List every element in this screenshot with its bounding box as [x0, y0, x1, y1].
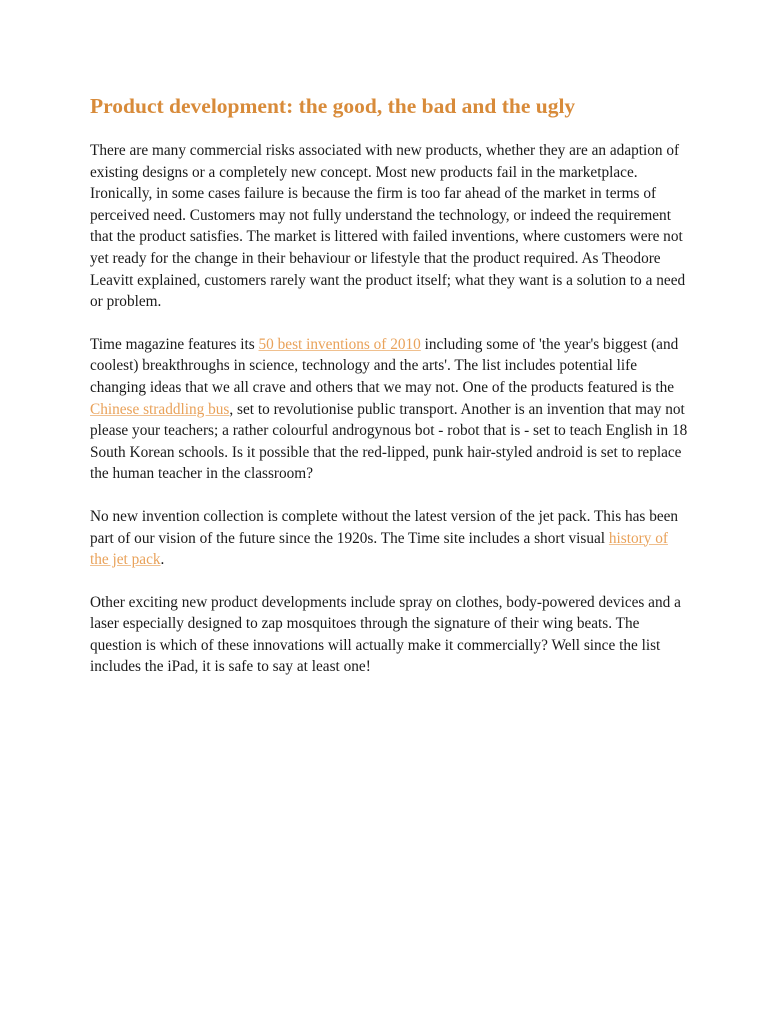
link-history-of-jet-pack[interactable]: history of the jet pack: [90, 529, 668, 569]
paragraph-text: Other exciting new product developments include spray on clothes, body-powered devices and a laser especially designed to zap mosquitoes through the signature of their wing beats. The question is which of these innovations will actually make it commercially? Well since the list includes the iPad, it is safe to say at least one!: [90, 593, 681, 676]
page-title: Product development: the good, the bad and the ugly: [90, 94, 576, 118]
paragraph-text: No new invention collection is complete without the latest version of the jet pack. This has been part of our vision of the future since the 1920s. The Time site includes a short visual: [90, 507, 679, 547]
paragraph-time-magazine: [90, 334, 690, 485]
paragraph-text: including some of 'the year's biggest (and coolest) breakthroughs in science, technology and the arts'. The list includes potential life changing ideas that we all crave and others that we may not. One of the products featured is the: [90, 335, 679, 396]
paragraph-jet-pack: [90, 506, 690, 571]
paragraph-text: , set to revolutionise public transport. Another is an invention that may not please your teachers; a rather colourful androgynous bot - robot that is - set to teach English in 18 South Korean schools. Is it possible that the red-lipped, punk hair-styled android is set to replace the human teacher in the classroom?: [90, 400, 688, 483]
link-chinese-straddling-bus[interactable]: Chinese straddling bus: [90, 400, 230, 418]
link-50-best-inventions[interactable]: 50 best inventions of 2010: [258, 335, 421, 353]
paragraph-commercial-risks: [90, 140, 690, 313]
document-page: [90, 92, 690, 699]
paragraph-text: There are many commercial risks associated with new products, whether they are an adaption of existing designs or a completely new concept. Most new products fail in the marketplace. Ironically, in some cases failure is because the firm is too far ahead of the market in terms of perceived need. Customers may not fully understand the technology, or indeed the requirement that the product satisfies. The market is littered with failed inventions, where customers were not yet ready for the change in their behaviour or lifestyle that the product required. As Theodore Leavitt explained, customers rarely want the product itself; what they want is a solution to a need or problem.: [90, 142, 686, 311]
paragraph-other-developments: [90, 592, 690, 678]
paragraph-text: Time magazine features its: [90, 335, 259, 353]
paragraph-text: .: [160, 551, 165, 569]
